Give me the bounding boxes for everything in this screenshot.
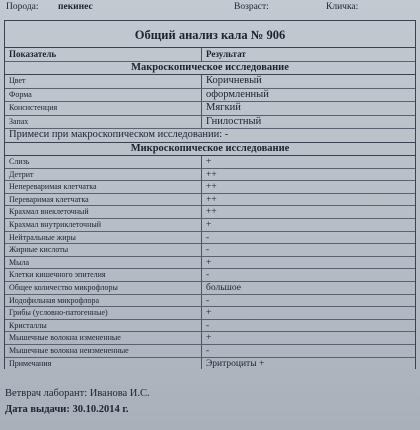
indicator-value: оформленный (201, 89, 415, 102)
indicator-name: Форма (9, 89, 32, 99)
indicator-value: ++ (201, 169, 415, 181)
indicator-name: Непереваримая клетчатка (9, 182, 97, 192)
analysis-table (4, 20, 416, 369)
indicator-name: Нейтральные жиры (9, 232, 76, 242)
table-row (5, 116, 415, 130)
indicator-column-header: Показатель (9, 49, 57, 59)
indicator-name: Иодофильная микрофлора (9, 295, 99, 305)
table-row (5, 206, 415, 219)
indicator-value: + (201, 156, 415, 168)
indicator-value: - (201, 232, 415, 244)
indicator-name: Общее количество микрофлоры (9, 282, 118, 292)
indicator-value: Мягкий (201, 102, 415, 115)
indicator-name: Цвет (9, 76, 26, 85)
table-header-row (5, 48, 415, 62)
table-row (5, 358, 415, 370)
indicator-name: Грибы (условно-патогенные) (9, 308, 108, 318)
impurities-note: Примеси при макроскопическом исследовании: - (5, 129, 415, 143)
macro-section-heading: Макроскопическое исследование (5, 62, 415, 76)
indicator-name: Мышечные волокна неизмененные (9, 345, 129, 355)
table-row (5, 307, 415, 320)
indicator-value: Гнилостный (201, 116, 415, 129)
table-row (5, 269, 415, 282)
age-label: Возраст: (234, 2, 269, 12)
indicator-value: ++ (201, 206, 415, 218)
table-row (5, 320, 415, 333)
table-row (5, 257, 415, 270)
indicator-name: Слизь (9, 157, 30, 166)
table-row (5, 332, 415, 345)
table-row (5, 244, 415, 257)
table-row (5, 194, 415, 207)
indicator-value: - (201, 295, 415, 307)
result-column-header: Результат (201, 48, 415, 61)
table-row (5, 345, 415, 358)
indicator-value: - (201, 244, 415, 256)
table-row (5, 295, 415, 308)
micro-section-heading: Микроскопическое исследование (5, 143, 415, 157)
indicator-name: Мыла (9, 257, 30, 267)
table-row (5, 232, 415, 245)
indicator-value: + (201, 332, 415, 344)
indicator-value: ++ (201, 181, 415, 193)
indicator-name: Консистенция (9, 103, 58, 112)
indicator-value: ++ (201, 194, 415, 206)
table-row (5, 89, 415, 103)
indicator-value: - (201, 320, 415, 332)
indicator-name: Клетки кишечного эпителия (9, 270, 106, 280)
breed-label: Порода: (6, 2, 39, 12)
report-title: Общий анализ кала № 906 (5, 21, 415, 48)
table-row (5, 75, 415, 89)
lab-assistant-signature: Ветврач лаборант: Иванова И.С. (5, 388, 150, 399)
issue-date: Дата выдачи: 30.10.2014 г. (5, 404, 129, 415)
indicator-name: Крахмал внеклеточный (9, 207, 89, 217)
indicator-name: Мышечные волокна измененные (9, 333, 121, 343)
indicator-value: - (201, 269, 415, 281)
indicator-name: Примечания (9, 358, 52, 368)
indicator-value: Эритроциты + (201, 358, 415, 370)
indicator-value: + (201, 219, 415, 231)
indicator-value: + (201, 257, 415, 269)
patient-header (6, 0, 414, 16)
table-row (5, 156, 415, 169)
table-row (5, 102, 415, 116)
table-row (5, 282, 415, 295)
nickname-label: Кличка: (326, 2, 359, 12)
indicator-name: Жирные кислоты (9, 245, 69, 255)
table-row (5, 169, 415, 182)
indicator-name: Переваримая клетчатка (9, 194, 89, 204)
indicator-name: Кристаллы (9, 320, 47, 330)
indicator-name: Запах (9, 116, 29, 126)
indicator-value: большое (201, 282, 415, 294)
breed-value: пекинес (58, 2, 93, 12)
indicator-value: - (201, 345, 415, 357)
indicator-name: Крахмал внутриклеточный (9, 219, 102, 229)
indicator-value: + (201, 307, 415, 319)
indicator-name: Детрит (9, 169, 34, 179)
table-row (5, 219, 415, 232)
table-row (5, 181, 415, 194)
indicator-value: Коричневый (201, 75, 415, 88)
